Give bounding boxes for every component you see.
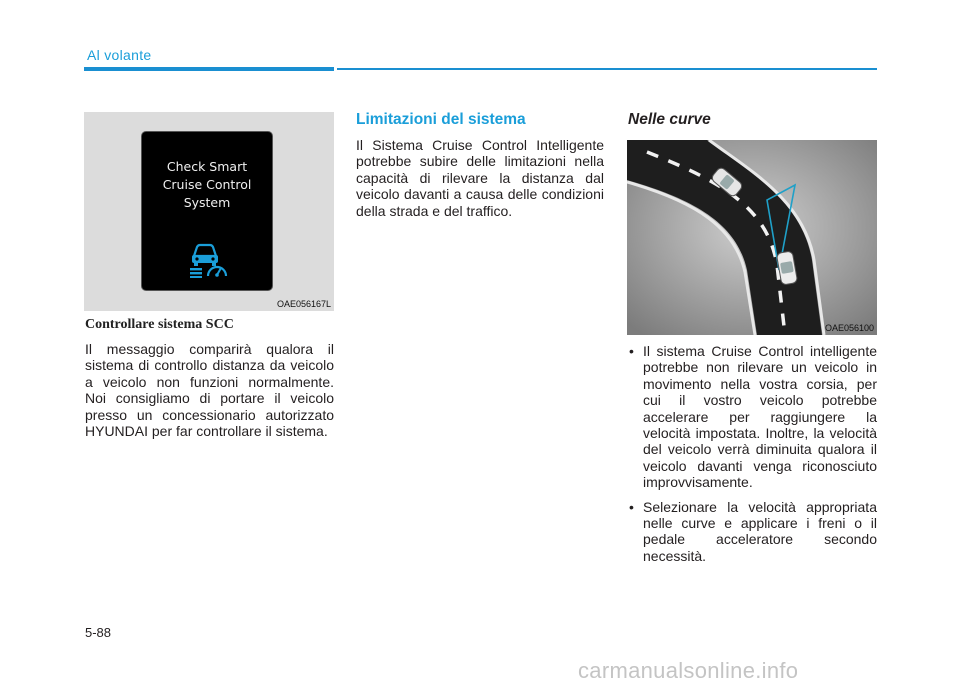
list-item: • Il sistema Cruise Control intelligente potrebbe non rilevare un veicolo in movimento nella vostra corsia, per cui il vostro veicolo potrebbe accelerare per raggiungere la velocità impostata. Inoltre, la velocità del veicolo verrà diminuita qualora il veicolo davanti venga riconosciuto improvvisamente. [629,343,877,491]
page-number: 5-88 [85,625,112,640]
curve-road-figure [627,140,877,335]
header-rule-accent [84,67,334,71]
section-title: Al volante [87,47,152,63]
watermark: carmanualsonline.info [578,658,799,683]
warning-message [142,158,272,212]
bullet-text-2: Selezionare la velocità appropriata nelle curve e applicare i freni o il pedale acceleratore secondo necessità. [643,498,877,564]
scc-warning-icon [188,242,230,278]
warning-line-2: Cruise Control [162,177,252,192]
middle-heading: Limitazioni del sistema [356,111,526,128]
middle-paragraph: Il Sistema Cruise Control Intelligente potrebbe subire delle limitazioni nella capacità di rilevare la distanza dal veicolo davanti a causa delle condizioni della strada e del traffico. [356,137,604,219]
right-heading: Nelle curve [628,111,711,128]
scc-warning-figure [84,112,334,311]
list-item: • Selezionare la velocità appropriata nelle curve e applicare i freni o il pedale acceleratore secondo necessità. [629,498,877,564]
left-paragraph: Il messaggio comparirà qualora il sistema di controllo distanza da veicolo a veicolo non funzioni normalmente. Noi consigliamo di portare il veicolo presso un concessionario autorizzato HYUNDAI per far controllare il sistema. [85,341,334,440]
curve-road-illustration [627,140,877,335]
left-heading: Controllare sistema SCC [85,317,234,332]
bullet-text-1: Il sistema Cruise Control intelligente potrebbe non rilevare un veicolo in movimento nella vostra corsia, per cui il vostro veicolo potrebbe accelerare per raggiungere la velocità impostata. Inoltre, la velocità del veicolo verrà diminuita qualora il veicolo davanti venga riconosciuto improvvisamente. [643,343,877,491]
figure-code: OAE056167L [276,299,331,309]
curve-bullet-list [627,343,877,572]
header-rule [337,68,877,70]
warning-line-1: Check Smart [166,159,248,174]
warning-line-3: System [183,195,231,210]
cluster-display [142,132,272,290]
figure-code-curve: OAE056100 [824,323,874,333]
